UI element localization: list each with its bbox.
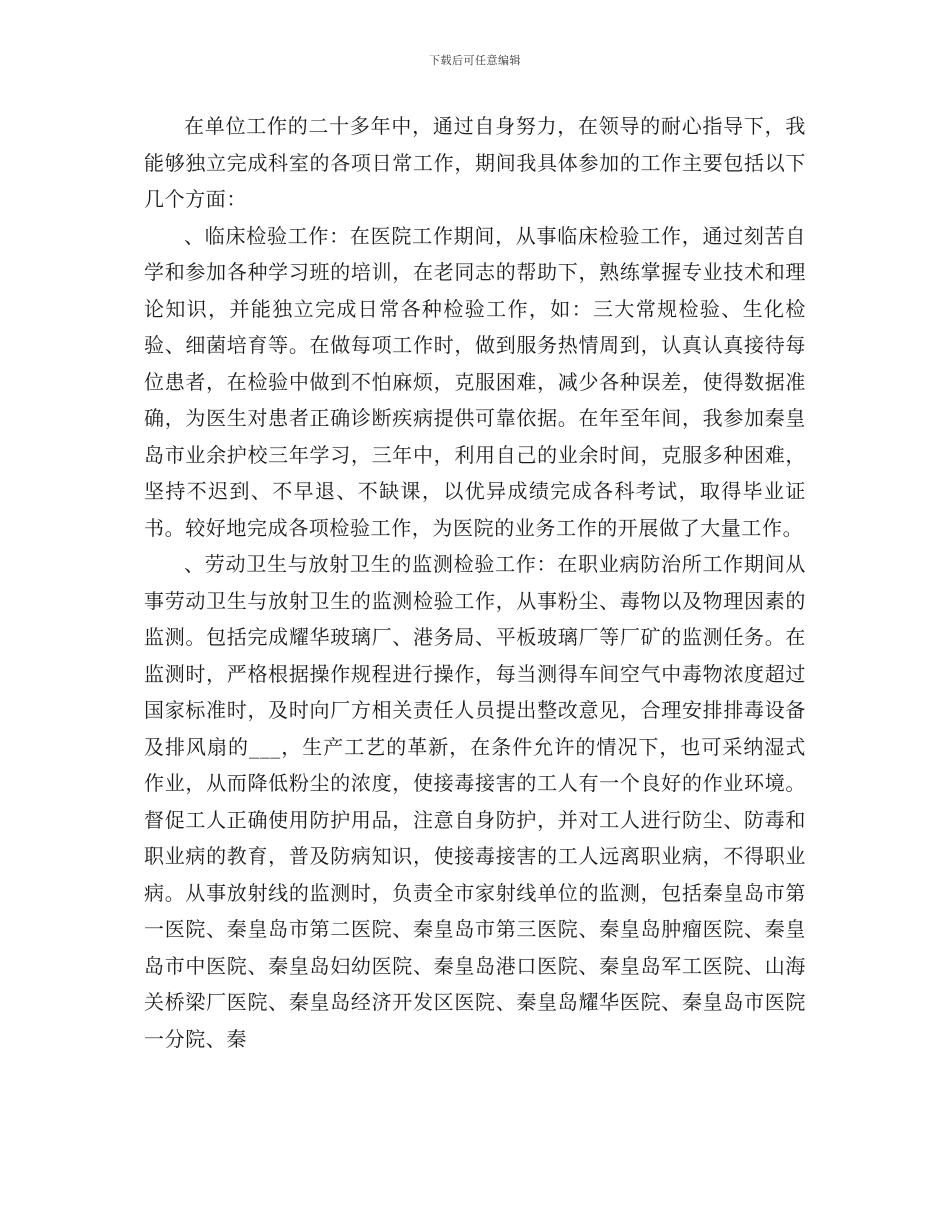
document-body (144, 108, 806, 1057)
page-header: 下载后可任意编辑 (429, 54, 521, 67)
paragraph-intro: 在单位工作的二十多年中，通过自身努力，在领导的耐心指导下，我能够独立完成科室的各项日常工作，期间我具体参加的工作主要包括以下几个方面： (144, 114, 806, 211)
paragraph-occupational-monitoring: 、劳动卫生与放射卫生的监测检验工作：在职业病防治所工作期间从事劳动卫生与放射卫生的监测检验工作，从事粉尘、毒物以及物理因素的监测。包括完成耀华玻璃厂、港务局、平板玻璃厂等厂矿的监测任务。在监测时，严格根据操作规程进行操作，每当测得车间空气中毒物浓度超过国家标准时，及时向厂方相关责任人员提出整改意见，合理安排排毒设备及排风扇的___，生产工艺的革新，在条件允许的情况下，也可采纳湿式作业，从而降低粉尘的浓度，使接毒接害的工人有一个良好的作业环境。督促工人正确使用防护用品，注意自身防护，并对工人进行防尘、防毒和职业病的教育，普及防病知识，使接毒接害的工人远离职业病，不得职业病。从事放射线的监测时，负责全市家射线单位的监测，包括秦皇岛市第一医院、秦皇岛市第二医院、秦皇岛市第三医院、秦皇岛肿瘤医院、秦皇岛市中医院、秦皇岛妇幼医院、秦皇岛港口医院、秦皇岛军工医院、山海关桥梁厂医院、秦皇岛经济开发区医院、秦皇岛耀华医院、秦皇岛市医院一分院、秦 (144, 552, 806, 1051)
paragraph-clinical-testing: 、临床检验工作：在医院工作期间，从事临床检验工作，通过刻苦自学和参加各种学习班的培训，在老同志的帮助下，熟练掌握专业技术和理论知识，并能独立完成日常各种检验工作，如：三大常规检验、生化检验、细菌培育等。在做每项工作时，做到服务热情周到，认真认真接待每位患者，在检验中做到不怕麻烦，克服困难，减少各种误差，使得数据准确，为医生对患者正确诊断疾病提供可靠依据。在年至年间，我参加秦皇岛市业余护校三年学习，三年中，利用自己的业余时间，克服多种困难，坚持不迟到、不早退、不缺课，以优异成绩完成各科考试，取得毕业证书。较好地完成各项检验工作，为医院的业务工作的开展做了大量工作。 (144, 223, 806, 540)
